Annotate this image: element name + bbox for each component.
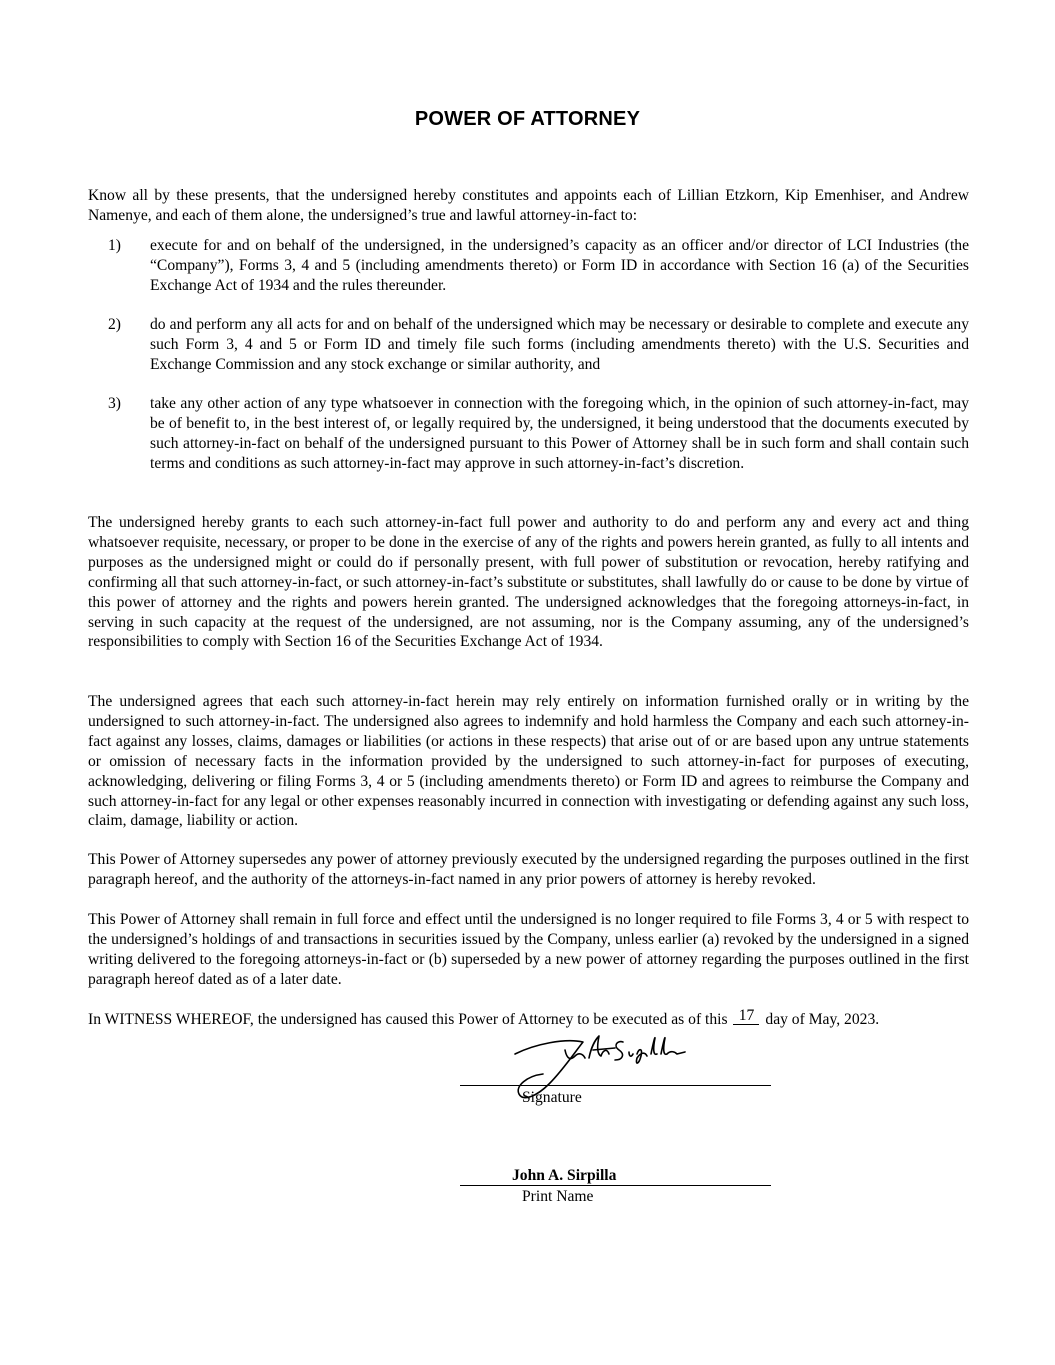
witness-day: 17 [733, 1008, 759, 1025]
duration-paragraph [88, 910, 969, 990]
page-title: POWER OF ATTORNEY [414, 108, 641, 130]
list-number: 1) [108, 237, 121, 254]
list-text: take any other action of any type whatsoever in connection with the foregoing which, in the opinion of such attorney-in-fact, may be of benefit to, in the best interest of, or legally required by, the undersigned, it being understood that the documents executed by such attorney-in-fact on behalf of the undersigned pursuant to this Power of Attorney shall be in such form and shall contain such terms and conditions as such attorney-in-fact may approve in such attorney-in-fact’s discretion. [150, 395, 969, 472]
supersede-paragraph [88, 850, 969, 890]
list-text: execute for and on behalf of the undersigned, in the undersigned’s capacity as an officer and/or director of LCI Industries (the “Company”), Forms 3, 4 and 5 (including amendments thereto) or Form ID in accordance with Section 16 (a) of the Securities Exchange Act of 1934 and the rules thereunder. [150, 237, 969, 294]
signature-line [460, 1085, 771, 1086]
intro-text: Know all by these presents, that the undersigned hereby constitutes and appoints each of Lillian Etzkorn, Kip Emenhiser, and Andrew Namenye, and each of them alone, the undersigned’s true and lawful attorney-in-fact to: [88, 187, 969, 224]
intro-paragraph [88, 186, 969, 226]
list-text: do and perform any all acts for and on behalf of the undersigned which may be necessary or desirable to complete and execute any such Form 3, 4 and 5 or Form ID and timely file such forms (including amendments thereto) with the U.S. Securities and Exchange Commission and any stock exchange or similar authority, and [150, 316, 969, 373]
grant-text: The undersigned hereby grants to each such attorney-in-fact full power and authority to do and perform any and every act and thing whatsoever requisite, necessary, or proper to be done in the exercise of any of the rights and powers herein granted, as fully to all intents and purposes as the undersigned might or could do if personally present, with full power of substitution or revocation, hereby ratifying and confirming all that such attorney-in-fact, or such attorney-in-fact’s substitute or substitutes, shall lawfully do or cause to be done by virtue of this power of attorney and the rights and powers herein granted. The undersigned acknowledges that the foregoing attorneys-in-fact, in serving in such capacity at the request of the undersigned, are not assuming, nor is the Company assuming, any of the undersigned’s responsibilities to comply with Section 16 of the Securities Exchange Act of 1934. [88, 514, 969, 651]
witness-before: In WITNESS WHEREOF, the undersigned has caused this Power of Attorney to be executed as of this [88, 1011, 728, 1028]
indemnify-text: The undersigned agrees that each such attorney-in-fact herein may rely entirely on information furnished orally or in writing by the undersigned to such attorney-in-fact. The undersigned also agrees to indemnify and hold harmless the Company and each such attorney-in-fact against any losses, claims, damages or liabilities (or actions in these respects) that arise out of or are based upon any untrue statements or omission of necessary facts in the information provided by the undersigned to such attorney-in-fact for purposes of executing, acknowledging, delivering or filing Forms 3, 4 or 5 (including amendments thereto) or Form ID and agrees to reimburse the Company and such attorney-in-fact for any legal or other expenses reasonably incurred in connection with investigating or defending against any such loss, claim, damage, liability or action. [88, 693, 969, 830]
list-number: 2) [108, 316, 121, 333]
signature-label: Signature [522, 1089, 582, 1106]
print-name-value: John A. Sirpilla [512, 1167, 617, 1184]
grant-paragraph [88, 513, 969, 652]
indemnify-paragraph [88, 692, 969, 831]
supersede-text: This Power of Attorney supersedes any power of attorney previously executed by the undersigned regarding the purposes outlined in the first paragraph hereof, and the authority of the attorneys-in-fact named in any prior powers of attorney is hereby revoked. [88, 851, 969, 888]
list-number: 3) [108, 395, 121, 412]
witness-line [88, 1007, 880, 1030]
witness-after: day of May, 2023. [765, 1011, 880, 1028]
duration-text: This Power of Attorney shall remain in full force and effect until the undersigned is no longer required to file Forms 3, 4 or 5 with respect to the undersigned’s holdings of and transactions in securities issued by the Company, unless earlier (a) revoked by the undersigned in a signed writing delivered to the foregoing attorneys-in-fact or (b) superseded by a new power of attorney regarding the purposes outlined in the first paragraph hereof dated as of a later date. [88, 911, 969, 988]
print-name-line [460, 1185, 771, 1186]
print-name-label: Print Name [522, 1188, 594, 1205]
